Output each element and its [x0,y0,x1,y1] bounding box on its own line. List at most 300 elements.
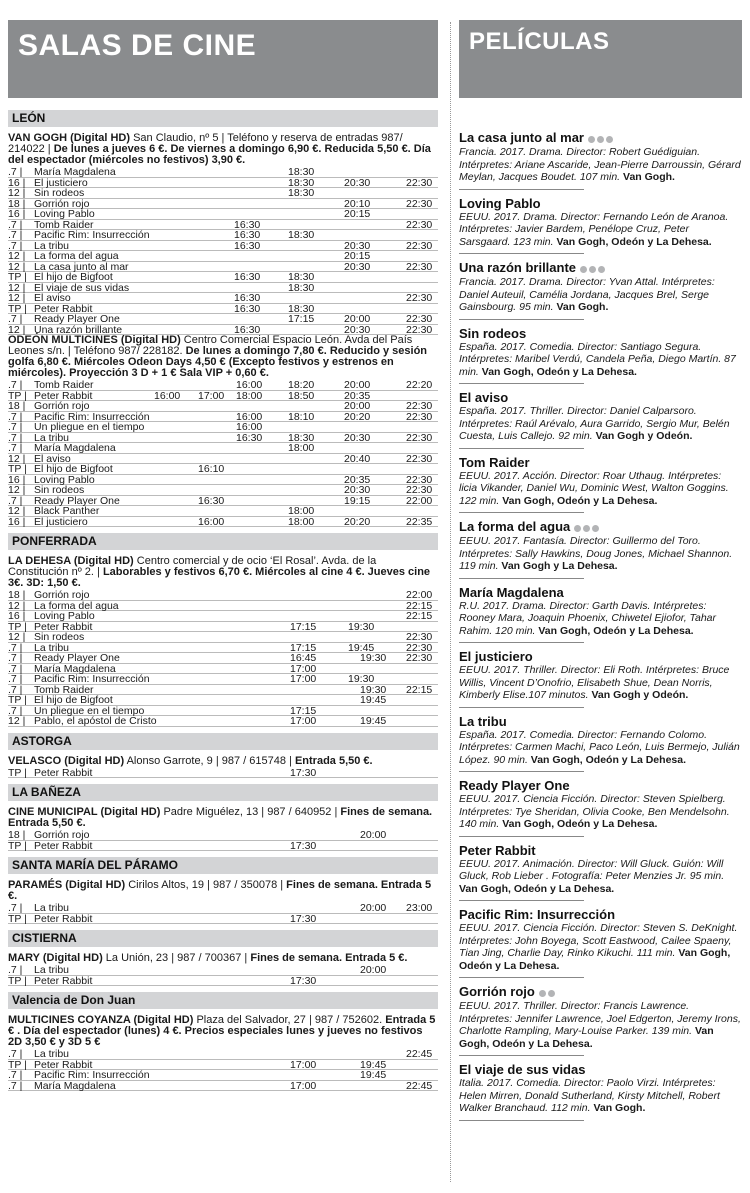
showtime-row [8,1070,438,1081]
showtime-row [8,325,438,336]
film-separator [459,253,584,254]
showtime: 16:30 [234,229,261,241]
showtime-row [8,422,438,433]
film-title: Una razón brillante [34,323,123,336]
film-name: Ready Player One [459,778,570,794]
age-rating: 12 | [8,260,26,273]
showtime: 17:15 [290,620,317,633]
film-separator [459,707,584,708]
showtime-row [8,272,438,283]
showtime-row [8,716,438,727]
film-cinemas: Van Gogh, Odeón y La Dehesa. [530,753,686,766]
showtime-row [8,251,438,262]
film-title: Pacific Rim: Insurrección [34,229,150,241]
age-rating: 12 | [8,505,26,517]
rating-dots [574,520,601,535]
cinema-name: VAN GOGH [8,132,71,144]
cinema-info [8,756,438,767]
cinema-prices: Fines de semana. Entrada 5 €. [250,952,408,964]
film-separator [459,383,584,384]
film-heading [459,130,742,146]
showtime: 17:15 [290,704,317,717]
film-heading [459,455,742,470]
film-description [459,470,742,508]
showtime: 16:00 [154,389,181,402]
film-title: Gorrión rojo [34,400,90,412]
city-header: PONFERRADA [8,533,438,550]
film-title: Pablo, el apóstol de Cristo [34,715,157,727]
rating-dot-icon [548,990,555,997]
film-details: EEUU. 2017. Acción. Director: Roar Uthaug. Intérpretes: licia Vikander, Daniel Wu, Dominic West, Walton Goggins. 122 min. [459,469,729,507]
film-title: Peter Rabbit [34,974,93,987]
film-cinemas: Van Gogh, Odeón y La Dehesa. [556,235,712,248]
age-rating: .7 | [8,673,23,685]
showtime: 17:00 [290,673,317,685]
film-title: El aviso [34,452,71,465]
cinema-name: ODEÓN MULTICINES [8,334,121,346]
section-title: PELÍCULAS [469,28,610,55]
cinema-address: Alonso Garrote, 9 | 987 / 615748 | [124,754,295,767]
film-cinemas: Van Gogh, Odeón y La Dehesa. [538,624,694,637]
film-title: Pacific Rim: Insurrección [34,1069,150,1081]
showtime-row [8,830,438,841]
film-name: Peter Rabbit [459,842,536,858]
film-title: La casa junto al mar [34,260,129,273]
film-title: El justiciero [34,515,88,528]
film-details: EEUU. 2017. Ciencia Ficción. Director: Steven Spielberg. Intérpretes: Tye Sheridan, Olivia Cooke, Ben Mendelsohn. 140 min. [459,793,730,831]
city-header: ASTORGA [8,733,438,750]
cinema-info [8,807,438,829]
section-header-peliculas [459,20,742,98]
film-entry [459,519,742,579]
cinema-prices: Entrada 5 € . Día del espectador (lunes) 4 €. Precios especiales lunes y jueves no festivos 2D 3,50 € y 3D 5 € [8,1014,436,1048]
film-name: El aviso [459,390,509,406]
film-description [459,146,742,184]
age-rating: 12 | [8,631,26,643]
film-separator [459,319,584,320]
showtime: 20:00 [360,964,387,976]
film-heading [459,649,742,664]
film-details: EEUU. 2017. Fantasía. Director: Guillermo del Toro. Intérpretes: Sally Hawkins, Doug Jones, Michael Shannon. 119 min. [459,535,733,573]
cinema-prices: Fines de semana. Entrada 5,50 €. [8,806,433,829]
film-cinemas: Van Gogh y Odeón. [591,689,689,702]
film-title: Peter Rabbit [34,766,93,779]
film-title: Sin rodeos [34,187,85,199]
showtime: 18:30 [288,271,315,283]
showtime: 18:30 [288,176,315,189]
showtime: 22:35 [406,515,433,528]
age-rating: .7 | [8,662,23,675]
showtime-row [8,590,438,601]
showtime: 17:00 [198,389,225,402]
film-heading [459,984,742,1000]
film-details: EEUU. 2017. Thriller. Director: Eli Roth. Intérpretes: Bruce Willis, Vincent D’Onofrio, Elisabeth Shue, Dean Norris, Kimberly Elise.107 minutos. [459,664,730,702]
age-rating: 16 | [8,515,26,528]
film-separator [459,578,584,579]
showtime: 20:10 [344,197,371,210]
age-rating: .7 | [8,379,23,391]
rating-dot-icon [539,990,546,997]
age-rating: .7 | [8,683,23,696]
age-rating: 16 | [8,208,26,220]
cinema-address: Centro Comercial Espacio León. Avda del País Leones s/n. | Teléfono 987/ 228182. [8,334,413,357]
showtime: 22:30 [406,323,433,336]
film-title: La tribu [34,431,70,444]
showtime-row [8,485,438,496]
showtime: 20:30 [344,323,371,336]
film-name: Gorrión rojo [459,984,535,1000]
film-name: El justiciero [459,649,533,665]
age-rating: 16 | [8,473,26,486]
film-description [459,793,742,831]
age-rating: 18 | [8,400,26,412]
film-details: EEUU. 2017. Thriller. Director: Francis Lawrence. Intérpretes: Jennifer Lawrence, Joel Edgerton, Jeremy Irons, Charlotte Rampling, Mary-Louise Parker. 139 min. [459,1000,741,1038]
showtime: 18:20 [288,379,315,391]
showtime: 22:45 [406,1048,433,1060]
cinema-address: San Claudio, nº 5 | Teléfono y reserva de entradas 987/ 214022 | [8,132,403,155]
film-title: María Magdalena [34,442,116,454]
age-rating: TP | [8,1058,27,1071]
showtime: 16:30 [198,494,225,507]
showtime: 22:30 [406,176,433,189]
film-heading [459,585,742,600]
rating-dot-icon [592,525,599,532]
film-details: EEUU. 2017. Ciencia Ficción. Director: Steven S. DeKnight. Intérpretes: John Boyega, Scott Eastwood, Cailee Spaeny, Tian Jing, Charlie Day, Rinko Kikuchi. 111 min. [459,922,738,960]
cinema-listings [8,110,438,1091]
film-description [459,1077,742,1115]
film-entry [459,843,742,902]
showtime: 19:45 [360,715,387,727]
age-rating: 12 | [8,281,26,294]
film-entry [459,714,742,773]
film-title: La tribu [34,902,70,914]
showtime: 17:00 [290,715,317,727]
showtime-row [8,653,438,664]
age-rating: 12 | [8,484,26,496]
showtime: 22:45 [406,1079,433,1092]
showtime-row [8,674,438,685]
film-heading [459,1062,742,1077]
cinema-name: VELASCO [8,754,65,767]
age-rating: TP | [8,271,27,283]
showtime: 22:30 [406,218,433,231]
film-separator [459,900,584,901]
film-cinemas: Van Gogh. [593,1102,646,1115]
showtime: 16:00 [236,410,263,423]
showtime: 22:30 [406,313,433,325]
film-title: María Magdalena [34,1079,116,1092]
film-title: La forma del agua [34,250,119,262]
showtime-row [8,443,438,454]
showtime: 22:30 [406,641,433,654]
age-rating: .7 | [8,431,23,444]
age-rating: 18 | [8,829,26,841]
film-heading [459,907,742,922]
showtime: 17:30 [290,839,317,852]
showtime: 18:30 [288,187,315,199]
cinema-info [8,335,438,379]
film-title: El justiciero [34,176,88,189]
showtime: 16:30 [234,239,261,252]
showtime: 17:30 [290,766,317,779]
film-title: El hijo de Bigfoot [34,271,113,283]
film-title: Pacific Rim: Insurrección [34,673,150,685]
age-rating: .7 | [8,442,23,454]
showtime-row [8,188,438,199]
film-heading [459,519,742,535]
showtime-row [8,209,438,220]
film-name: Loving Pablo [459,195,541,211]
film-details: R.U. 2017. Drama. Director: Garth Davis. Intérpretes: Rooney Mara, Joaquin Phoenix, Chiwetel Ejiofor, Tahar Rahim. 120 min. [459,599,717,637]
showtime: 19:30 [360,683,387,696]
film-title: La tribu [34,641,70,654]
showtime: 22:00 [406,589,433,601]
showtime: 18:00 [288,515,315,528]
film-details: Italia. 2017. Comedia. Director: Paolo Virzi. Intérpretes: Helen Mirren, Donald Sutherland, Kirsty Mitchell, Robert Walker Branchaud. 112 min. [459,1077,720,1115]
film-cinemas: Van Gogh. [556,301,609,314]
age-rating: TP | [8,974,27,987]
age-rating: .7 | [8,1048,23,1060]
showtime: 20:00 [344,313,371,325]
film-title: Ready Player One [34,652,120,664]
film-title: Peter Rabbit [34,389,93,402]
showtime: 22:30 [406,652,433,664]
film-entry [459,455,742,514]
age-rating: 18 | [8,197,26,210]
film-cinemas: Van Gogh, Odeón y La Dehesa. [459,882,615,895]
film-entry [459,326,742,385]
film-title: Gorrión rojo [34,197,90,210]
age-rating: .7 | [8,964,23,976]
cinema-tag: (Digital HD) [70,132,131,144]
age-rating: 12 | [8,715,26,727]
cinema-prices: De lunes a jueves 6 €. De viernes a domingo 6,90 €. Reducida 5,50 €. Día del espectador (miércoles no festivos) 3,90 €. [8,143,431,166]
showtime: 22:15 [406,599,433,612]
age-rating: 12 | [8,323,26,336]
showtime-row [8,380,438,391]
film-heading [459,196,742,211]
film-title: El aviso [34,292,71,304]
age-rating: .7 | [8,166,23,178]
film-cinemas: Van Gogh, Odeón y La Dehesa. [502,494,658,507]
film-separator [459,1055,584,1056]
showtime-row [8,1049,438,1060]
showtime: 19:15 [344,494,371,507]
film-name: La tribu [459,713,507,729]
showtime-row [8,464,438,475]
showtime: 17:00 [290,1058,317,1071]
cinema-info [8,953,438,964]
showtime: 20:35 [344,473,371,486]
age-rating: .7 | [8,410,23,423]
showtime: 20:00 [344,379,371,391]
rating-dot-icon [598,266,605,273]
rating-dot-icon [580,266,587,273]
film-description [459,405,742,443]
film-title: La tribu [34,1048,70,1060]
showtime: 18:30 [288,166,315,178]
film-heading [459,390,742,405]
film-separator [459,512,584,513]
film-heading [459,843,742,858]
film-heading [459,778,742,793]
showtime: 22:30 [406,260,433,273]
showtime-row [8,611,438,622]
cinema-tag: (Digital HD) [133,1014,194,1026]
film-entry [459,1062,742,1121]
showtime: 20:40 [344,452,371,465]
cinema-info [8,556,438,589]
age-rating: 12 | [8,250,26,262]
age-rating: .7 | [8,902,23,914]
showtime: 17:15 [290,641,317,654]
film-title: María Magdalena [34,662,116,675]
film-description [459,922,742,972]
showtime: 20:00 [344,400,371,412]
showtime: 18:30 [288,302,315,315]
cinema-info [8,133,438,166]
film-title: La tribu [34,964,70,976]
showtime: 18:30 [288,431,315,444]
age-rating: TP | [8,912,27,925]
age-rating: TP | [8,839,27,852]
city-header: CISTIERNA [8,930,438,947]
showtime: 19:45 [360,1069,387,1081]
showtime: 19:30 [348,620,375,633]
showtime-row [8,632,438,643]
age-rating: 12 | [8,292,26,304]
film-title: Gorrión rojo [34,829,90,841]
film-description [459,858,742,896]
cinema-address: Plaza del Salvador, 27 | 987 / 752602. [193,1014,386,1026]
city-header: LEÓN [8,110,438,127]
film-cinemas: Van Gogh, Odeón y La Dehesa. [459,1025,714,1050]
film-title: Pacific Rim: Insurrección [34,410,150,423]
cinema-address: Centro comercial y de ocio ‘El Rosal’. Avda. de la Constitución nº 2. | [8,555,377,578]
showtime: 20:30 [344,431,371,444]
film-description [459,276,742,314]
showtime-row [8,1081,438,1092]
film-cinemas: Van Gogh, Odeón y La Dehesa. [502,818,658,831]
film-cinemas: Van Gogh, Odeón y La Dehesa. [481,365,637,378]
age-rating: .7 | [8,652,23,664]
cinema-tag: (Digital HD) [120,334,181,346]
showtime: 16:45 [290,652,317,664]
film-title: Un pliegue en el tiempo [34,704,145,717]
film-title: María Magdalena [34,166,116,178]
showtime-row [8,914,438,925]
film-name: El viaje de sus vidas [459,1062,586,1078]
cinema-address: Padre Miguélez, 13 | 987 / 640952 | [160,806,341,818]
showtime: 18:00 [236,389,263,402]
showtime: 17:15 [288,313,315,325]
age-rating: TP | [8,620,27,633]
age-rating: .7 | [8,313,23,325]
cinema-info [8,880,438,902]
cinema-name: LA DEHESA [8,555,74,567]
showtime-row [8,768,438,779]
rating-dot-icon [597,136,604,143]
film-title: El hijo de Bigfoot [34,694,113,706]
showtime: 20:00 [360,829,387,841]
cinema-prices: Entrada 5,50 €. [294,754,373,767]
city-header: SANTA MARÍA DEL PÁRAMO [8,857,438,874]
film-separator [459,977,584,978]
showtime: 19:45 [360,694,387,706]
film-details: España. 2017. Comedia. Director: Fernando Colomo. Intérpretes: Carmen Machi, Paco León, Luis Bermejo, Julián López. 90 min. [459,728,740,766]
film-cinemas: Van Gogh. [623,171,675,184]
age-rating: 12 | [8,452,26,465]
film-entry [459,585,742,644]
film-entry [459,196,742,255]
cinema-name: CINE MUNICIPAL [8,806,101,818]
film-description [459,664,742,702]
showtime: 17:30 [290,912,317,925]
film-description [459,729,742,767]
showtime: 20:35 [344,389,371,402]
column-divider [450,22,451,1182]
showtime-row [8,314,438,325]
showtime: 16:30 [234,218,261,231]
cinema-prices: Fines de semana. Entrada 5 €. [8,879,432,902]
film-title: Peter Rabbit [34,839,93,852]
age-rating: 12 | [8,599,26,612]
showtime: 17:30 [290,974,317,987]
film-name: Pacific Rim: Insurrección [459,907,616,923]
film-details: Francia. 2017. Drama. Director: Robert Guédiguian. Intérpretes: Ariane Ascaride, Jean-Pierre Darroussin, Gérard Meylan, Jacques Boudet. 107 min. [459,146,741,184]
rating-dots [588,131,615,146]
showtime: 19:45 [348,641,375,654]
showtime: 18:30 [288,281,315,294]
cinema-prices: De lunes a domingo 7,80 €. Reducido y sesión golfa 6,80 €. Miércoles Odeon Days 4,50 € (Excepto festivos y estrenos en miércoles). Proyección 3 D + 1 € Sala VIP + 0,60 €. [8,345,428,379]
film-title: Tomb Raider [34,683,94,696]
showtime: 20:30 [344,484,371,496]
cinema-tag: (Digital HD) [64,754,125,767]
section-header-salas [8,20,438,98]
rating-dot-icon [588,136,595,143]
showtime: 20:15 [344,250,371,262]
age-rating: .7 | [8,229,23,241]
film-title: Loving Pablo [34,610,95,622]
film-cinemas: Van Gogh y La Dehesa. [501,560,618,573]
showtime-row [8,965,438,976]
showtime: 20:00 [360,902,387,914]
film-title: Un pliegue en el tiempo [34,421,145,433]
film-name: La forma del agua [459,519,571,535]
showtime: 16:00 [236,379,263,391]
age-rating: TP | [8,302,27,315]
film-entry [459,260,742,320]
film-name: Una razón brillante [459,260,577,276]
cinema-name: MARY [8,952,43,964]
showtime: 16:10 [198,463,225,475]
showtime: 22:30 [406,431,433,444]
film-cinemas: Van Gogh, Odeón y La Dehesa. [459,947,731,972]
film-heading [459,714,742,729]
film-entry [459,130,742,190]
showtime: 22:30 [406,292,433,304]
film-details: EEUU. 2017. Animación. Director: Will Gluck. Guión: Will Gluck, Rob Lieber . Fotografía: Peter Menzies Jr. 95 min. [459,857,725,883]
age-rating: .7 | [8,704,23,717]
film-title: Tomb Raider [34,379,94,391]
film-title: Gorrión rojo [34,589,90,601]
age-rating: .7 | [8,421,23,433]
cinema-tag: (Digital HD) [100,806,161,818]
showtime: 18:50 [288,389,315,402]
film-heading [459,326,742,341]
film-description [459,600,742,638]
film-entry [459,649,742,708]
